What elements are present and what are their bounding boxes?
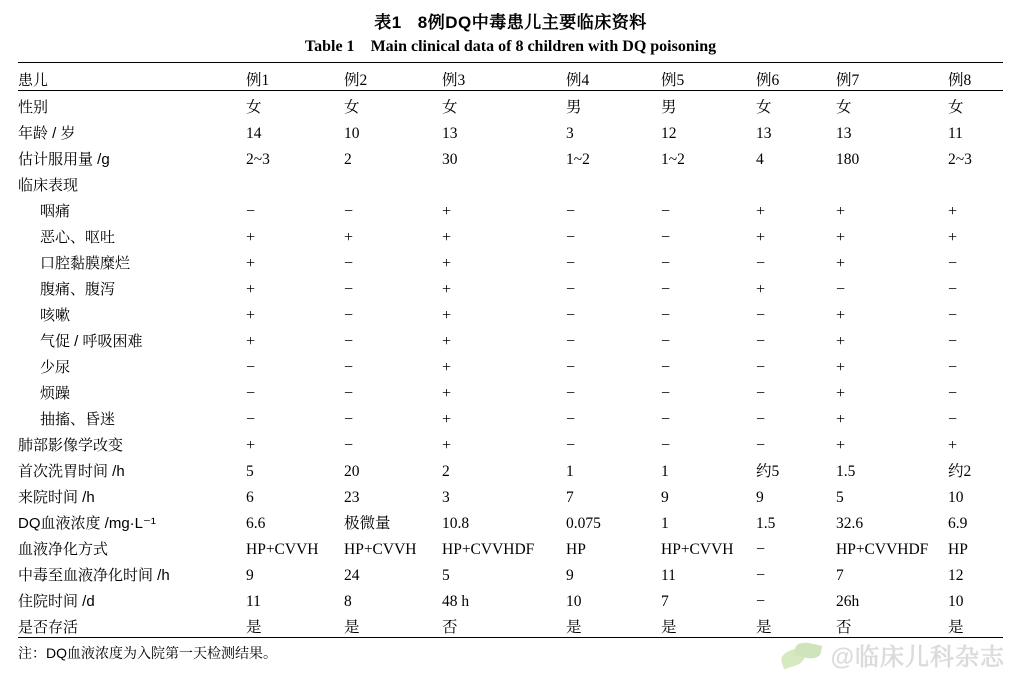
row-value-case-3: 48 h (442, 593, 470, 610)
row-value-case-4 (566, 169, 661, 195)
row-value-case-4: HP (566, 541, 586, 558)
row-value-case-6: − (756, 307, 766, 324)
row-value-case-7: 5 (836, 489, 844, 506)
row-value-case-3: 2 (442, 463, 450, 480)
row-value-case-4: 9 (566, 567, 574, 584)
row-value-case-8: 10 (948, 489, 964, 506)
row-value-case-4: − (566, 229, 576, 246)
row-value-case-8: 6.9 (948, 515, 968, 532)
row-value-case-7: + (836, 203, 846, 220)
row-value-case-6 (756, 169, 836, 195)
row-value-case-2: 23 (344, 489, 360, 506)
row-value-case-5: 1~2 (661, 151, 685, 168)
row-value-case-2: − (344, 437, 354, 454)
row-value-case-3: 13 (442, 125, 458, 142)
row-value-case-4: 男 (566, 99, 582, 116)
row-value-case-1: + (246, 229, 256, 246)
row-value-case-6: − (756, 359, 766, 376)
table-note: 注：DQ血液浓度为入院第一天检测结果。 (18, 645, 277, 661)
row-value-case-2: − (344, 359, 354, 376)
row-label: 腹痛、腹泻 (40, 281, 116, 298)
row-value-case-5: HP+CVVH (661, 541, 734, 558)
row-value-case-1: − (246, 385, 256, 402)
row-value-case-2: 是 (344, 611, 442, 638)
row-value-case-3: 5 (442, 567, 450, 584)
row-value-case-5: 9 (661, 489, 669, 506)
table-row (18, 611, 1003, 638)
row-value-case-5: − (661, 281, 671, 298)
row-value-case-7: 1.5 (836, 463, 856, 480)
table-title-english (0, 33, 1021, 62)
row-value-case-6: 1.5 (756, 515, 776, 532)
table-row (18, 377, 1003, 403)
row-value-case-4: − (566, 385, 576, 402)
table-row (18, 481, 1003, 507)
row-value-case-4: − (566, 307, 576, 324)
row-value-case-5: 1 (661, 515, 669, 532)
header-cell-patient: 患儿 (18, 63, 246, 91)
row-value-case-2: 极微量 (344, 515, 391, 532)
table-row (18, 195, 1003, 221)
header-cell-case-6: 例6 (756, 63, 836, 91)
row-value-case-1: − (246, 359, 256, 376)
row-label: 少尿 (40, 359, 71, 376)
row-value-case-1: 5 (246, 463, 254, 480)
row-value-case-7: 女 (836, 99, 852, 116)
row-value-case-6: − (756, 593, 766, 610)
row-value-case-3: + (442, 255, 452, 272)
row-value-case-5 (661, 169, 756, 195)
row-value-case-5: − (661, 437, 671, 454)
row-value-case-7: 26h (836, 593, 860, 610)
row-value-case-5: 7 (661, 593, 669, 610)
table-row (18, 273, 1003, 299)
table-row (18, 247, 1003, 273)
row-value-case-7 (836, 169, 948, 195)
row-value-case-5: − (661, 411, 671, 428)
row-label: 咳嗽 (40, 307, 71, 324)
row-value-case-5: 11 (661, 567, 676, 584)
row-value-case-1: + (246, 281, 256, 298)
row-value-case-2 (344, 169, 442, 195)
row-value-case-7: 否 (836, 611, 948, 638)
table-row (18, 533, 1003, 559)
row-value-case-6: − (756, 385, 766, 402)
table-row (18, 507, 1003, 533)
table-header-row (18, 63, 1003, 91)
row-label: 性别 (18, 99, 49, 116)
row-value-case-7: + (836, 307, 846, 324)
header-cell-case-3: 例3 (442, 63, 566, 91)
header-cell-case-5: 例5 (661, 63, 756, 91)
row-value-case-7: + (836, 255, 846, 272)
row-value-case-6: − (756, 333, 766, 350)
row-label: DQ血液浓度 /mg·L⁻¹ (18, 515, 156, 532)
row-value-case-3: 女 (442, 99, 458, 116)
row-value-case-8: − (948, 281, 958, 298)
row-value-case-6: + (756, 229, 766, 246)
row-value-case-8: − (948, 307, 958, 324)
row-value-case-8: + (948, 203, 958, 220)
row-value-case-2: + (344, 229, 354, 246)
table-title-english-text: Main clinical data of 8 children with DQ poisoning (370, 38, 717, 55)
row-value-case-1: − (246, 411, 256, 428)
row-value-case-8: 女 (948, 99, 964, 116)
row-value-case-5: 是 (661, 611, 756, 638)
row-value-case-5: 12 (661, 125, 677, 142)
row-value-case-6: − (756, 567, 766, 584)
row-value-case-3: + (442, 385, 452, 402)
row-value-case-5: − (661, 229, 671, 246)
row-value-case-3: + (442, 229, 452, 246)
row-label: 血液净化方式 (18, 541, 109, 558)
row-value-case-1: + (246, 333, 256, 350)
row-value-case-3: 否 (442, 611, 566, 638)
table-row (18, 169, 1003, 195)
row-value-case-4: 10 (566, 593, 582, 610)
row-value-case-2: − (344, 281, 354, 298)
row-value-case-5: − (661, 203, 671, 220)
row-value-case-8: − (948, 333, 958, 350)
table-row (18, 299, 1003, 325)
row-value-case-7: 180 (836, 151, 860, 168)
row-value-case-4: − (566, 437, 576, 454)
row-value-case-7: HP+CVVHDF (836, 541, 929, 558)
row-value-case-4: − (566, 359, 576, 376)
row-value-case-4: − (566, 333, 576, 350)
row-label: 年龄 / 岁 (18, 125, 76, 142)
row-value-case-8: − (948, 385, 958, 402)
row-value-case-3: + (442, 281, 452, 298)
row-value-case-7: + (836, 411, 846, 428)
row-value-case-1: 11 (246, 593, 261, 610)
row-value-case-7: 7 (836, 567, 844, 584)
row-value-case-8: 约2 (948, 463, 972, 480)
row-label: 临床表现 (18, 177, 79, 194)
row-value-case-4: 是 (566, 611, 661, 638)
row-value-case-5: 1 (661, 463, 669, 480)
row-value-case-8: + (948, 437, 958, 454)
row-value-case-4: − (566, 281, 576, 298)
row-value-case-3: 30 (442, 151, 458, 168)
row-value-case-5: − (661, 385, 671, 402)
row-value-case-4: 7 (566, 489, 574, 506)
row-label: 估计服用量 /g (18, 151, 110, 168)
row-value-case-2: 8 (344, 593, 352, 610)
table-row (18, 429, 1003, 455)
table-row (18, 403, 1003, 429)
table-row (18, 91, 1003, 118)
table-row (18, 117, 1003, 143)
row-value-case-1: 是 (246, 611, 344, 638)
row-value-case-1: + (246, 307, 256, 324)
row-value-case-3: HP+CVVHDF (442, 541, 535, 558)
row-value-case-1: 2~3 (246, 151, 270, 168)
row-label: 首次洗胃时间 /h (18, 463, 125, 480)
row-label: 来院时间 /h (18, 489, 95, 506)
row-value-case-1 (246, 169, 344, 195)
row-value-case-2: HP+CVVH (344, 541, 417, 558)
row-value-case-8: 是 (948, 611, 1003, 638)
row-value-case-6: 4 (756, 151, 764, 168)
row-value-case-6: + (756, 281, 766, 298)
row-value-case-1: 9 (246, 567, 254, 584)
row-value-case-7: 13 (836, 125, 852, 142)
row-value-case-6: 9 (756, 489, 764, 506)
row-label: 气促 / 呼吸困难 (40, 333, 143, 350)
row-value-case-4: 1~2 (566, 151, 590, 168)
row-value-case-3: + (442, 411, 452, 428)
row-value-case-1: + (246, 437, 256, 454)
row-value-case-2: − (344, 411, 354, 428)
row-label: 烦躁 (40, 385, 71, 402)
row-value-case-6: − (756, 541, 766, 558)
row-label: 住院时间 /d (18, 593, 95, 610)
row-label: 是否存活 (18, 611, 246, 638)
row-value-case-4: 0.075 (566, 515, 601, 532)
row-value-case-1: 6.6 (246, 515, 266, 532)
table-row (18, 559, 1003, 585)
row-value-case-8: + (948, 229, 958, 246)
row-value-case-5: − (661, 359, 671, 376)
table-row (18, 455, 1003, 481)
table-body (18, 91, 1003, 638)
row-value-case-6: 女 (756, 99, 772, 116)
row-value-case-6: 是 (756, 611, 836, 638)
row-value-case-3: 3 (442, 489, 450, 506)
header-cell-case-7: 例7 (836, 63, 948, 91)
row-value-case-8 (948, 169, 1003, 195)
row-value-case-3: + (442, 203, 452, 220)
row-value-case-1: 6 (246, 489, 254, 506)
row-value-case-2: − (344, 307, 354, 324)
row-value-case-3: 10.8 (442, 515, 470, 532)
row-value-case-7: + (836, 229, 846, 246)
row-value-case-1: HP+CVVH (246, 541, 319, 558)
row-value-case-4: − (566, 411, 576, 428)
table-row (18, 221, 1003, 247)
row-value-case-8: HP (948, 541, 968, 558)
header-cell-case-1: 例1 (246, 63, 344, 91)
row-value-case-2: − (344, 203, 354, 220)
clinical-data-table (18, 62, 1003, 638)
header-cell-case-2: 例2 (344, 63, 442, 91)
row-value-case-5: − (661, 333, 671, 350)
row-value-case-1: 14 (246, 125, 262, 142)
row-value-case-3: + (442, 307, 452, 324)
row-value-case-8: 2~3 (948, 151, 972, 168)
row-value-case-7: + (836, 333, 846, 350)
row-label: 口腔黏膜糜烂 (40, 255, 131, 272)
row-value-case-4: − (566, 255, 576, 272)
header-cell-case-8: 例8 (948, 63, 1003, 91)
row-value-case-7: + (836, 385, 846, 402)
row-value-case-2: − (344, 385, 354, 402)
row-value-case-8: 12 (948, 567, 964, 584)
table-title-chinese-text: 8例DQ中毒患儿主要临床资料 (417, 13, 647, 32)
table-number-chinese: 表1 (374, 13, 402, 32)
table-title-chinese (0, 0, 1021, 33)
row-value-case-8: 11 (948, 125, 963, 142)
row-value-case-1: 女 (246, 99, 262, 116)
row-value-case-3 (442, 169, 566, 195)
row-label: 恶心、呕吐 (40, 229, 116, 246)
row-value-case-5: 男 (661, 99, 677, 116)
row-value-case-2: 女 (344, 99, 360, 116)
row-value-case-3: + (442, 333, 452, 350)
row-value-case-4: 1 (566, 463, 574, 480)
row-value-case-5: − (661, 307, 671, 324)
row-value-case-1: − (246, 203, 256, 220)
watermark-text: @临床儿科杂志 (830, 644, 1005, 671)
row-label: 肺部影像学改变 (18, 437, 124, 454)
row-value-case-3: + (442, 437, 452, 454)
row-value-case-1: + (246, 255, 256, 272)
row-value-case-6: 13 (756, 125, 772, 142)
table-row (18, 351, 1003, 377)
table-header (18, 63, 1003, 91)
row-value-case-2: 10 (344, 125, 360, 142)
row-value-case-6: + (756, 203, 766, 220)
row-value-case-7: 32.6 (836, 515, 864, 532)
row-value-case-2: − (344, 255, 354, 272)
row-value-case-3: + (442, 359, 452, 376)
row-value-case-7: + (836, 437, 846, 454)
row-value-case-4: 3 (566, 125, 574, 142)
table-row (18, 325, 1003, 351)
row-value-case-6: − (756, 255, 766, 272)
row-value-case-2: 20 (344, 463, 360, 480)
table-row (18, 585, 1003, 611)
row-value-case-8: − (948, 359, 958, 376)
row-value-case-6: − (756, 411, 766, 428)
row-value-case-2: 2 (344, 151, 352, 168)
row-value-case-6: − (756, 437, 766, 454)
row-value-case-8: − (948, 411, 958, 428)
row-value-case-8: 10 (948, 593, 964, 610)
row-label: 中毒至血液净化时间 /h (18, 567, 170, 584)
row-label: 咽痛 (40, 203, 71, 220)
row-value-case-7: − (836, 281, 846, 298)
row-value-case-8: − (948, 255, 958, 272)
row-label: 抽搐、昏迷 (40, 411, 116, 428)
header-cell-case-4: 例4 (566, 63, 661, 91)
row-value-case-6: 约5 (756, 463, 780, 480)
table-row (18, 143, 1003, 169)
row-value-case-2: − (344, 333, 354, 350)
table-number-english: Table 1 (304, 38, 355, 55)
row-value-case-7: + (836, 359, 846, 376)
row-value-case-2: 24 (344, 567, 360, 584)
row-value-case-4: − (566, 203, 576, 220)
row-value-case-5: − (661, 255, 671, 272)
